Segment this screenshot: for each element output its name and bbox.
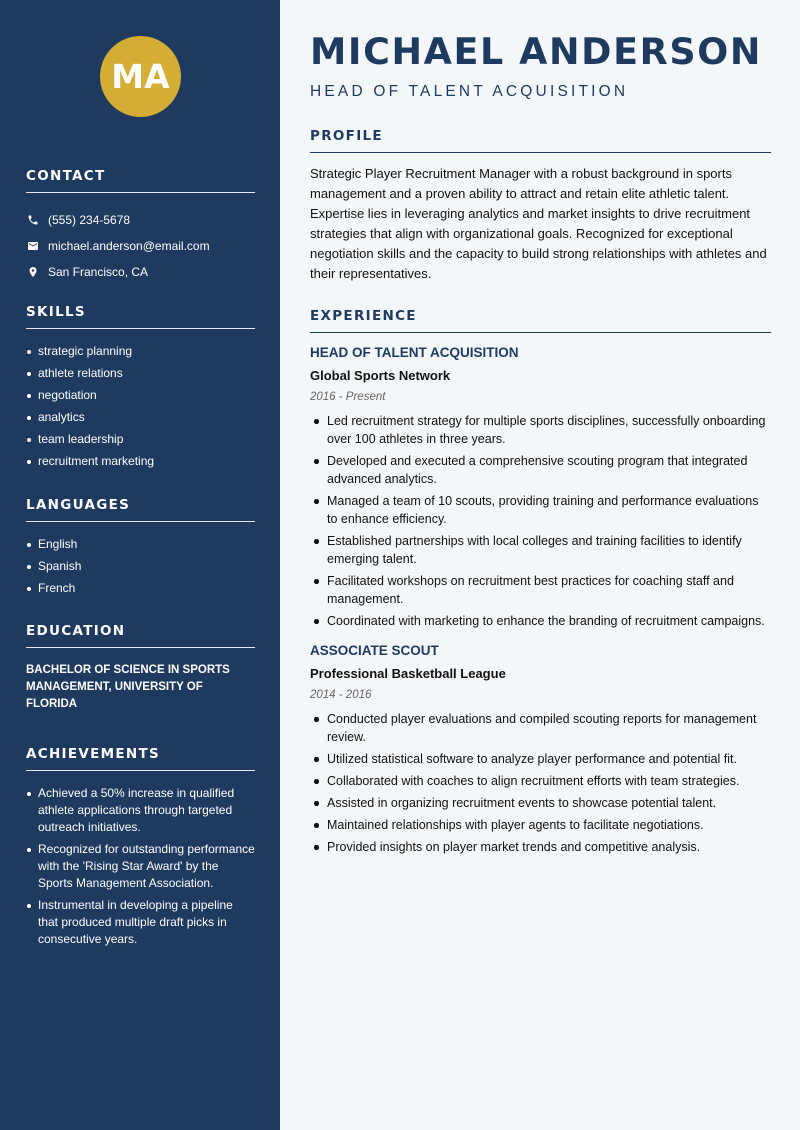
achievement-item: Achieved a 50% increase in qualified athlete applications through targeted outreach initiatives.: [26, 785, 255, 836]
sidebar: [0, 0, 280, 1130]
profile-heading: PROFILE: [310, 128, 771, 153]
phone-text: (555) 234-5678: [48, 213, 131, 227]
avatar: [100, 36, 181, 117]
job-company: Global Sports Network: [310, 368, 451, 383]
job-bullet: Facilitated workshops on recruitment best practices for coaching staff and management.: [310, 572, 771, 608]
achievements-heading: ACHIEVEMENTS: [26, 746, 255, 771]
job-bullet: Collaborated with coaches to align recruitment efforts with team strategies.: [310, 772, 771, 790]
job-bullet: Utilized statistical software to analyze player performance and potential fit.: [310, 750, 771, 768]
language-item: Spanish: [26, 558, 255, 575]
education-heading: EDUCATION: [26, 623, 255, 648]
job-title: ASSOCIATE SCOUT: [310, 643, 439, 658]
language-item: English: [26, 536, 255, 553]
profile-section: [310, 128, 771, 284]
job-title: HEAD OF TALENT ACQUISITION: [310, 345, 519, 360]
location-pin-icon: [26, 265, 40, 279]
contact-section: [26, 168, 255, 285]
skills-heading: SKILLS: [26, 304, 255, 329]
job-bullet: Assisted in organizing recruitment events to showcase potential talent.: [310, 794, 771, 812]
achievement-item: Recognized for outstanding performance with the 'Rising Star Award' by the Sports Management Association.: [26, 841, 255, 892]
job-bullet: Conducted player evaluations and compiled scouting reports for management review.: [310, 710, 771, 746]
job-bullet: Developed and executed a comprehensive scouting program that integrated advanced analytics.: [310, 452, 771, 488]
location-text: San Francisco, CA: [48, 265, 149, 279]
skill-item: team leadership: [26, 431, 255, 448]
achievements-list: [26, 785, 255, 948]
candidate-title: HEAD OF TALENT ACQUISITION: [310, 83, 629, 100]
languages-section: [26, 497, 255, 602]
job-bullet: Established partnerships with local colleges and training facilities to identify emerging talent.: [310, 532, 771, 568]
education-section: [26, 623, 255, 713]
skills-section: [26, 304, 255, 475]
job-entry: [310, 344, 771, 630]
achievements-section: [26, 746, 255, 953]
phone-icon: [26, 213, 40, 227]
job-dates: 2014 - 2016: [310, 689, 372, 701]
job-bullet: Maintained relationships with player agents to facilitate negotiations.: [310, 816, 771, 834]
job-dates: 2016 - Present: [310, 391, 386, 403]
skills-list: [26, 343, 255, 470]
avatar-initials: MA: [111, 57, 170, 96]
achievement-item: Instrumental in developing a pipeline that produced multiple draft picks in consecutive years.: [26, 897, 255, 948]
job-bullet: Managed a team of 10 scouts, providing training and performance evaluations to enhance efficiency.: [310, 492, 771, 528]
skill-item: athlete relations: [26, 365, 255, 382]
email-text: michael.anderson@email.com: [48, 239, 210, 253]
contact-email: [26, 233, 255, 259]
contact-phone: [26, 207, 255, 233]
mail-icon: [26, 239, 40, 253]
job-bullet: Led recruitment strategy for multiple sports disciplines, successfully onboarding over 100 athletes in three years.: [310, 412, 771, 448]
skill-item: analytics: [26, 409, 255, 426]
language-item: French: [26, 580, 255, 597]
experience-section: [310, 308, 771, 860]
job-company: Professional Basketball League: [310, 666, 506, 681]
skill-item: recruitment marketing: [26, 453, 255, 470]
skill-item: negotiation: [26, 387, 255, 404]
job-bullet: Provided insights on player market trends and competitive analysis.: [310, 838, 771, 856]
job-bullets: [310, 710, 771, 856]
contact-location: [26, 259, 255, 285]
contact-heading: CONTACT: [26, 168, 255, 193]
job-bullet: Coordinated with marketing to enhance the branding of recruitment campaigns.: [310, 612, 771, 630]
candidate-name: MICHAEL ANDERSON: [310, 30, 762, 73]
languages-heading: LANGUAGES: [26, 497, 255, 522]
education-degree: BACHELOR OF SCIENCE IN SPORTS MANAGEMENT, UNIVERSITY OF FLORIDA: [26, 664, 230, 710]
skill-item: strategic planning: [26, 343, 255, 360]
experience-heading: EXPERIENCE: [310, 308, 771, 333]
job-bullets: [310, 412, 771, 630]
profile-text: Strategic Player Recruitment Manager with a robust background in sports management and a proven ability to attract and retain elite athletic talent. Expertise lies in leveraging analytics and market insights to drive recruitment strategies that align with organizational goals. Recognized for exceptional negotiation skills and the capacity to build strong relationships with athletes and their representatives.: [310, 166, 767, 281]
job-entry: [310, 642, 771, 856]
languages-list: [26, 536, 255, 597]
